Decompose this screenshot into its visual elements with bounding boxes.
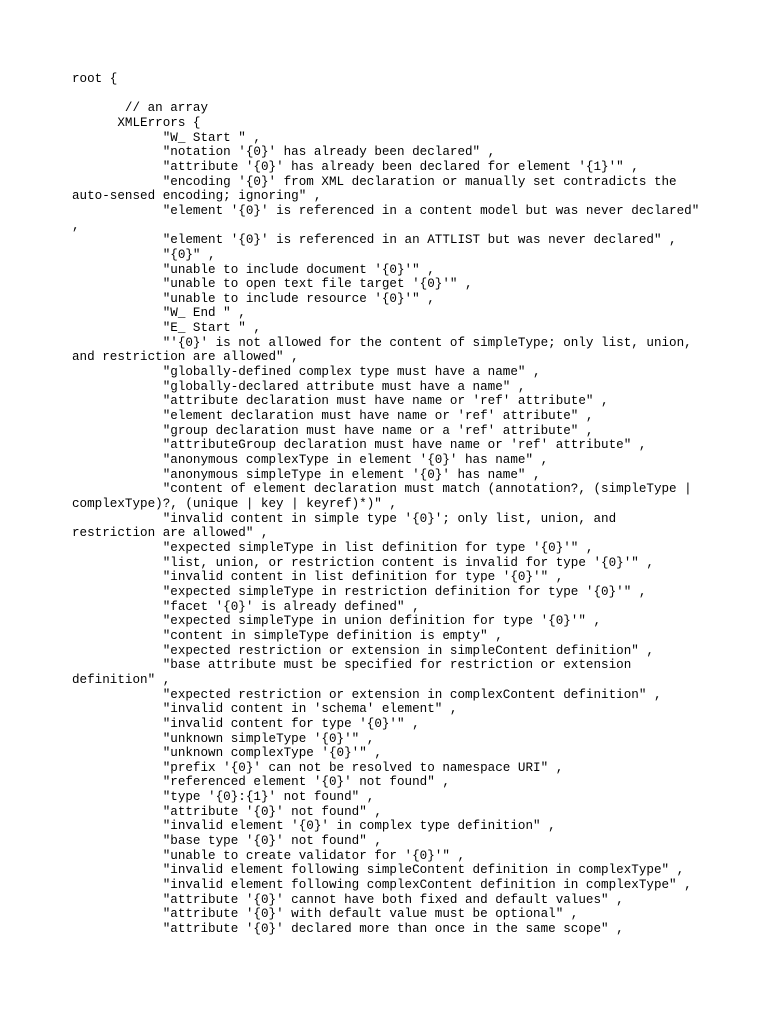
code-line: "anonymous complexType in element '{0}' has name" , <box>72 453 549 468</box>
code-line: "attributeGroup declaration must have name or 'ref' attribute" , <box>72 438 647 453</box>
code-line: "expected simpleType in restriction definition for type '{0}'" , <box>72 584 647 599</box>
code-line: "type '{0}:{1}' not found" , <box>72 790 375 805</box>
code-line: "element '{0}' is referenced in a content model but was never declared" , <box>72 203 707 233</box>
code-line: "unable to open text file target '{0}'" , <box>72 277 473 292</box>
code-line: "'{0}' is not allowed for the content of simpleType; only list, union, and restriction are allowed" , <box>72 335 700 365</box>
code-line: "attribute '{0}' has already been declared for element '{1}'" , <box>72 159 639 174</box>
code-line: "element '{0}' is referenced in an ATTLIST but was never declared" , <box>72 233 677 248</box>
code-line: "invalid element following complexContent definition in complexType" , <box>72 878 692 893</box>
code-line: "content in simpleType definition is empty" , <box>72 628 503 643</box>
code-line: "invalid content in list definition for type '{0}'" , <box>72 570 564 585</box>
code-line: "prefix '{0}' can not be resolved to namespace URI" , <box>72 760 564 775</box>
code-line: "expected restriction or extension in complexContent definition" , <box>72 687 662 702</box>
code-line: "globally-declared attribute must have a name" , <box>72 379 526 394</box>
code-line: "list, union, or restriction content is invalid for type '{0}'" , <box>72 555 654 570</box>
code-line: "content of element declaration must match (annotation?, (simpleType | complexType)?, (unique | key | keyref)*)" , <box>72 482 700 512</box>
code-line: "unable to include document '{0}'" , <box>72 262 435 277</box>
code-line: "anonymous simpleType in element '{0}' has name" , <box>72 467 541 482</box>
code-line: "base attribute must be specified for restriction or extension definition" , <box>72 658 639 687</box>
code-line: "group declaration must have name or a 'ref' attribute" , <box>72 423 594 438</box>
code-line: "expected simpleType in union definition for type '{0}'" , <box>72 614 602 629</box>
code-line: "attribute '{0}' not found" , <box>72 804 382 819</box>
code-line: root { <box>72 72 118 86</box>
code-line: "referenced element '{0}' not found" , <box>72 775 450 790</box>
blank-line <box>72 87 700 102</box>
code-line: "unknown simpleType '{0}'" , <box>72 731 375 746</box>
code-line: "base type '{0}' not found" , <box>72 834 382 849</box>
code-line: "globally-defined complex type must have a name" , <box>72 365 541 380</box>
code-line: "expected restriction or extension in simpleContent definition" , <box>72 643 654 658</box>
code-line: "invalid element following simpleContent definition in complexType" , <box>72 863 685 878</box>
code-line: "encoding '{0}' from XML declaration or manually set contradicts the auto-sensed encoding; ignoring" , <box>72 174 685 204</box>
code-line: "unable to include resource '{0}'" , <box>72 291 435 306</box>
code-line: "invalid element '{0}' in complex type definition" , <box>72 819 556 834</box>
code-line: "W_ End " , <box>72 306 246 321</box>
document-page <box>72 72 707 937</box>
code-line: "attribute declaration must have name or 'ref' attribute" , <box>72 394 609 409</box>
code-line: "invalid content in simple type '{0}'; only list, union, and restriction are allowed" , <box>72 511 624 541</box>
code-line: "element declaration must have name or 'ref' attribute" , <box>72 409 594 424</box>
code-line: "invalid content for type '{0}'" , <box>72 716 420 731</box>
code-line: "W_ Start " , <box>72 130 261 145</box>
code-line: XMLErrors { <box>72 115 201 130</box>
code-line: "attribute '{0}' declared more than once in the same scope" , <box>72 922 624 937</box>
code-line: "facet '{0}' is already defined" , <box>72 599 420 614</box>
code-line: "invalid content in 'schema' element" , <box>72 702 458 717</box>
code-line: "notation '{0}' has already been declared" , <box>72 145 496 160</box>
code-line: "expected simpleType in list definition for type '{0}'" , <box>72 540 594 555</box>
code-line: "attribute '{0}' cannot have both fixed and default values" , <box>72 892 624 907</box>
code-line: "unable to create validator for '{0}'" , <box>72 848 466 863</box>
code-line: "attribute '{0}' with default value must be optional" , <box>72 907 579 922</box>
code-comment: // an array <box>72 101 209 116</box>
code-line: "{0}" , <box>72 247 216 262</box>
code-line: "E_ Start " , <box>72 321 261 336</box>
code-line: "unknown complexType '{0}'" , <box>72 746 382 761</box>
